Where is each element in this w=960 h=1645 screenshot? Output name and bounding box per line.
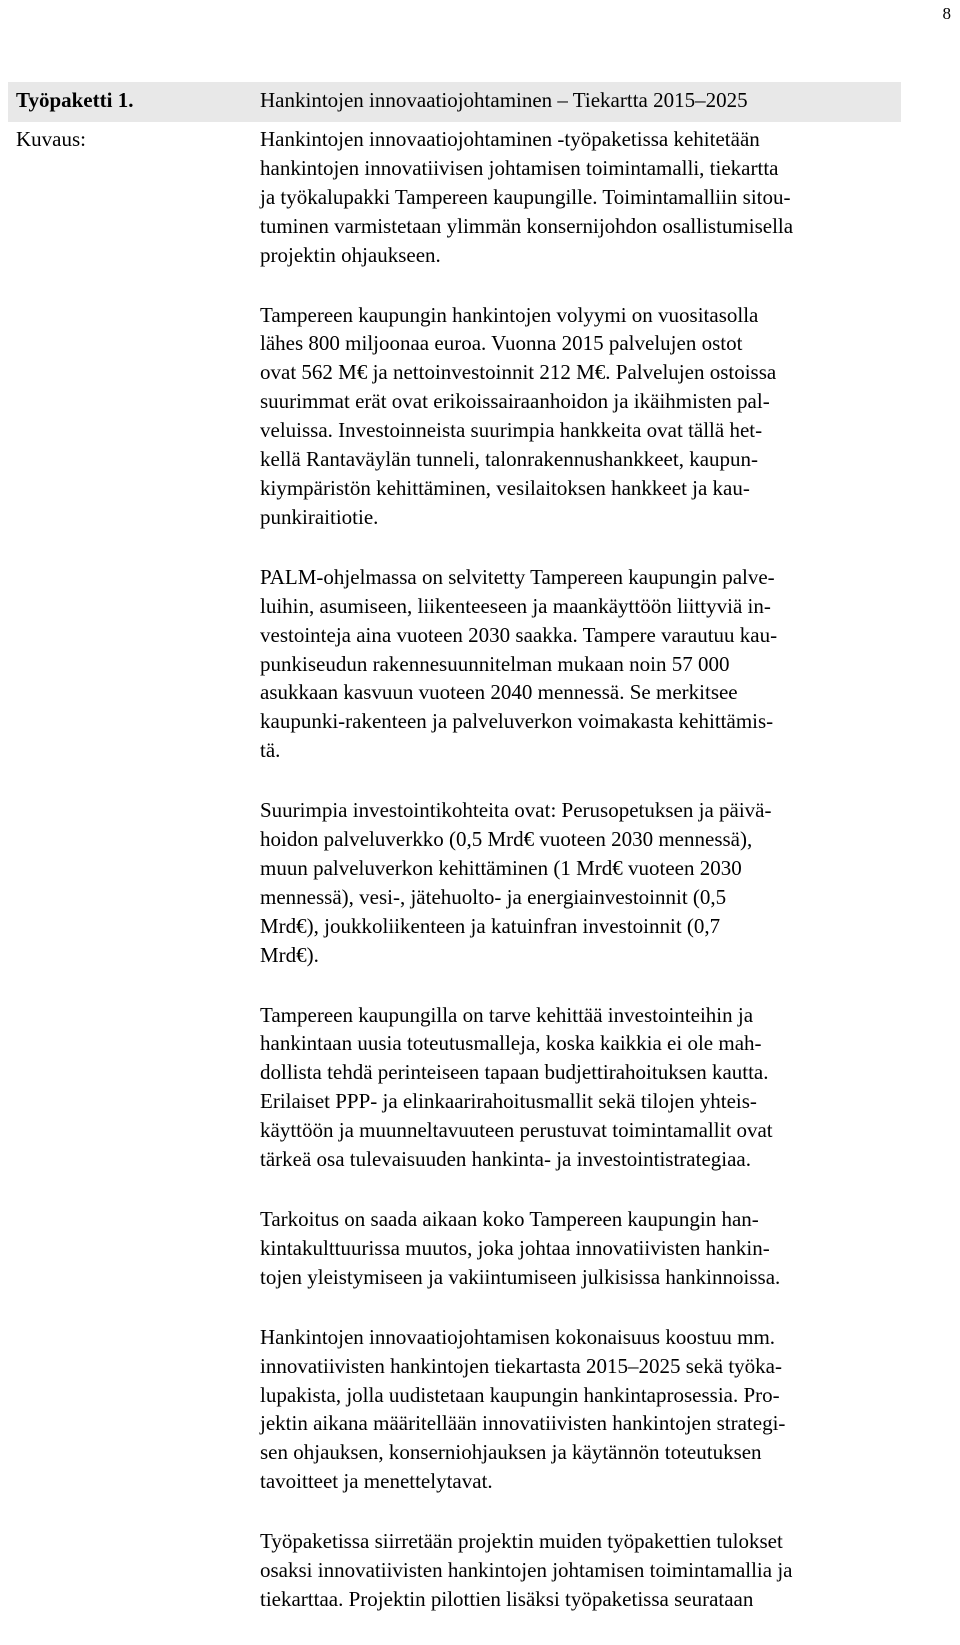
paragraph-line: hankintaan uusia toteutusmalleja, koska kaikkia ei ole mah- (260, 1031, 762, 1056)
paragraph-line: Tampereen kaupungin hankintojen volyymi on vuositasolla (260, 302, 759, 327)
paragraph-line: Hankintojen innovaatiojohtamisen kokonaisuus koostuu mm. (260, 1324, 776, 1349)
paragraph-line: Työpaketissa siirretään projektin muiden työpakettien tulokset (260, 1529, 783, 1554)
description-body (260, 125, 892, 1645)
description-paragraph (260, 301, 892, 532)
paragraph-line: PALM-ohjelmassa on selvitetty Tampereen kaupungin palve- (260, 564, 775, 589)
paragraph-line: sen ohjauksen, konserniohjauksen ja käytännön toteutuksen (260, 1440, 762, 1465)
paragraph-line: ovat 562 M€ ja nettoinvestoinnit 212 M€. Palvelujen ostoissa (260, 360, 777, 385)
paragraph-line: mennessä), vesi-, jätehuolto- ja energiainvestoinnit (0,5 (260, 884, 727, 909)
paragraph-line: Mrd€). (260, 942, 319, 967)
work-package-label: Työpaketti 1. (16, 88, 134, 112)
description-paragraph (260, 125, 892, 270)
paragraph-line: Mrd€), joukkoliikenteen ja katuinfran investoinnit (0,7 (260, 913, 721, 938)
work-package-header (8, 82, 901, 122)
paragraph-line: vestointeja aina vuoteen 2030 saakka. Tampere varautuu kau- (260, 622, 778, 647)
paragraph-line: ja työkalupakki Tampereen kaupungille. Toimintamalliin sitou- (260, 184, 791, 209)
paragraph-line: muun palveluverkon kehittäminen (1 Mrd€ vuoteen 2030 (260, 855, 742, 880)
paragraph-line: punkiseudun rakennesuunnitelman mukaan noin 57 000 (260, 651, 730, 676)
paragraph-line: kellä Rantaväylän tunneli, talonrakennushankkeet, kaupun- (260, 447, 759, 472)
paragraph-line: dollista tehdä perinteiseen tapaan budjettirahoituksen kautta. (260, 1060, 769, 1085)
paragraph-line: lupakista, jolla uudistetaan kaupungin hankintaprosessia. Pro- (260, 1382, 780, 1407)
paragraph-line: veluissa. Investoinneista suurimpia hankkeita ovat tällä het- (260, 418, 763, 443)
paragraph-line: tärkeä osa tulevaisuuden hankinta- ja investointistrategiaa. (260, 1147, 751, 1172)
description-paragraph (260, 1323, 892, 1496)
paragraph-line: kaupunki-rakenteen ja palveluverkon voimakasta kehittämis- (260, 709, 774, 734)
paragraph-line: Hankintojen innovaatiojohtaminen -työpaketissa kehitetään (260, 127, 760, 151)
paragraph-line: Tampereen kaupungilla on tarve kehittää investointeihin ja (260, 1002, 754, 1027)
paragraph-line: kintakulttuurissa muutos, joka johtaa innovatiivisten hankin- (260, 1235, 770, 1260)
paragraph-line: kiympäristön kehittäminen, vesilaitoksen hankkeet ja kau- (260, 475, 750, 500)
paragraph-line: punkiraitiotie. (260, 504, 379, 529)
description-label: Kuvaus: (16, 127, 86, 151)
paragraph-line: tuminen varmistetaan ylimmän konsernijohdon osallistumisella (260, 213, 794, 238)
paragraph-line: suurimmat erät ovat erikoissairaanhoidon ja ikäihmisten pal- (260, 389, 770, 414)
description-paragraph (260, 1001, 892, 1174)
paragraph-line: tiekarttaa. Projektin pilottien lisäksi työpaketissa seurataan (260, 1586, 754, 1611)
paragraph-line: Erilaiset PPP- ja elinkaarirahoitusmallit sekä tilojen yhteis- (260, 1089, 757, 1114)
description-paragraph (260, 563, 892, 765)
paragraph-line: tojen yleistymiseen ja vakiintumiseen julkisissa hankinnoissa. (260, 1264, 781, 1289)
description-paragraph (260, 1205, 892, 1292)
paragraph-line: Tarkoitus on saada aikaan koko Tampereen kaupungin han- (260, 1207, 759, 1231)
paragraph-line: asukkaan kasvuun vuoteen 2040 mennessä. Se merkitsee (260, 680, 738, 705)
paragraph-line: tä. (260, 738, 281, 763)
description-paragraph (260, 796, 892, 969)
paragraph-line: hoidon palveluverkko (0,5 Mrd€ vuoteen 2030 mennessä), (260, 827, 753, 852)
description-paragraph (260, 1527, 892, 1614)
paragraph-line: osaksi innovatiivisten hankintojen johtamisen toimintamallia ja (260, 1558, 793, 1583)
paragraph-line: luihin, asumiseen, liikenteeseen ja maankäyttöön liittyviä in- (260, 593, 771, 618)
page-number: 8 (942, 4, 951, 23)
paragraph-line: innovatiivisten hankintojen tiekartasta 2015–2025 sekä työka- (260, 1353, 782, 1378)
paragraph-line: käyttöön ja muunneltavuuteen perustuvat toimintamallit ovat (260, 1118, 773, 1143)
paragraph-line: lähes 800 miljoonaa euroa. Vuonna 2015 palvelujen ostot (260, 331, 743, 356)
paragraph-line: tavoitteet ja menettelytavat. (260, 1469, 493, 1494)
paragraph-line: jektin aikana määritellään innovatiivisten hankintojen strategi- (260, 1411, 786, 1436)
paragraph-line: Suurimpia investointikohteita ovat: Perusopetuksen ja päivä- (260, 798, 772, 823)
work-package-title: Hankintojen innovaatiojohtaminen – Tiekartta 2015–2025 (260, 88, 748, 112)
paragraph-line: projektin ohjaukseen. (260, 242, 441, 267)
paragraph-line: hankintojen innovatiivisen johtamisen toimintamalli, tiekartta (260, 155, 779, 180)
